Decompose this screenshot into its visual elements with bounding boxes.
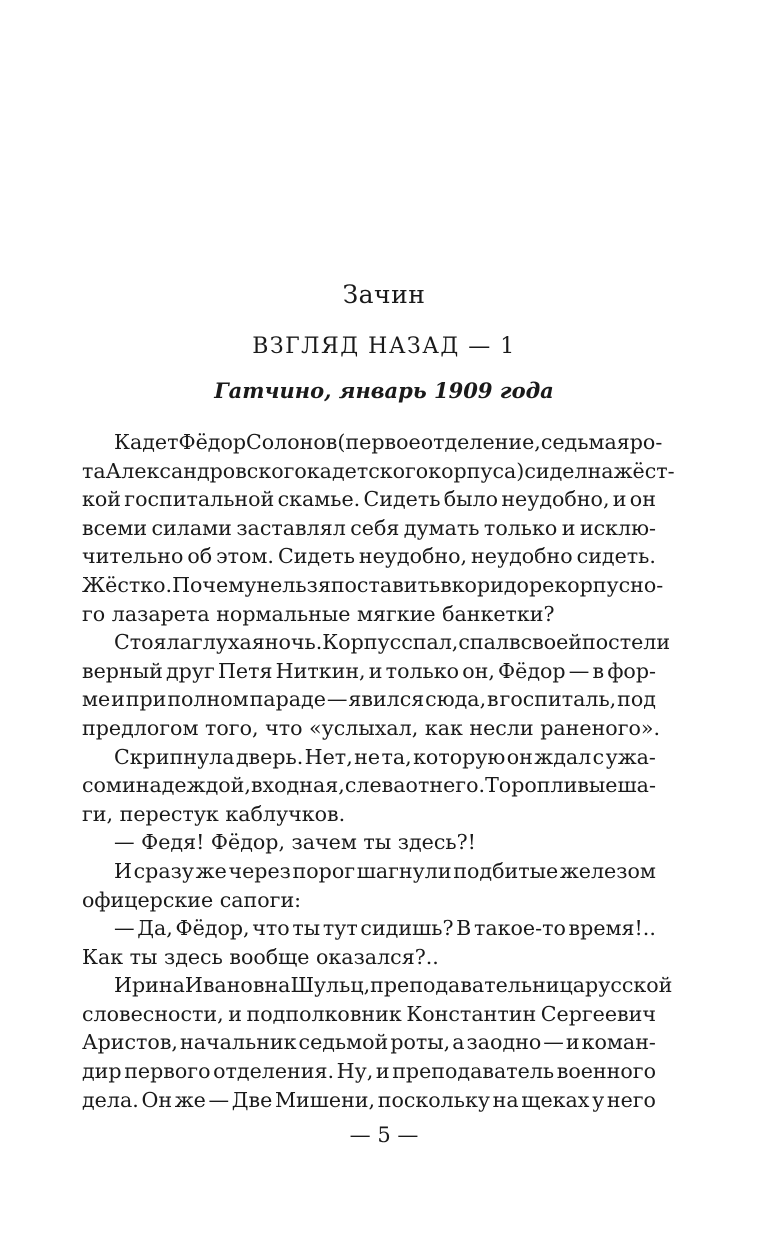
text-line — [82, 457, 675, 486]
word: Торопливые — [485, 773, 618, 798]
word: корпуса) — [428, 458, 525, 483]
word: и — [565, 1030, 580, 1055]
word: ночь. — [264, 630, 323, 655]
word: Ирина — [114, 973, 185, 998]
word: первого — [124, 1059, 211, 1084]
word: в — [508, 630, 521, 655]
word: — — [114, 916, 135, 941]
word: шагнули — [356, 858, 452, 883]
word: госпитальной — [124, 487, 275, 512]
word: Кадет — [114, 430, 179, 454]
word: ша- — [617, 773, 656, 798]
word: нельзя — [256, 572, 331, 597]
word: — — [208, 1087, 230, 1112]
word: дир — [82, 1059, 122, 1084]
word: Две — [231, 1087, 273, 1112]
word: — — [326, 687, 348, 712]
text-line: офицерские сапоги: — [82, 887, 302, 912]
word: Фёдор — [498, 658, 566, 683]
word: Аристов, — [82, 1030, 178, 1055]
section-title: ВЗГЛЯД НАЗАД — 1 — [252, 334, 516, 359]
word: заодно — [466, 1030, 542, 1055]
word: Корпус — [322, 630, 402, 655]
word: подбитые — [453, 858, 559, 883]
word: Сергеевич — [540, 1001, 656, 1026]
text-line — [82, 971, 673, 1000]
word: время!.. — [568, 916, 656, 941]
word: через — [228, 858, 291, 883]
text-line — [82, 1057, 656, 1086]
word: Александровского — [105, 458, 307, 483]
word: Почему — [172, 572, 257, 597]
word: роты, — [390, 1030, 451, 1055]
word: преподаватель — [392, 1059, 555, 1084]
word: думать — [403, 515, 480, 540]
word: В — [456, 916, 472, 941]
word: него. — [429, 773, 486, 798]
word: И — [114, 858, 132, 883]
word: кой — [82, 487, 121, 512]
word: у — [592, 1087, 605, 1112]
text-line — [82, 1028, 656, 1057]
word: щеках — [521, 1087, 590, 1112]
text-line: го лазарета нормальные мягкие банкетки? — [82, 601, 555, 626]
word: сидел — [524, 458, 588, 483]
word: дела. — [82, 1087, 139, 1112]
word: параде — [249, 687, 326, 712]
word: полном — [167, 687, 249, 712]
word: же — [195, 858, 227, 883]
word: входная, — [250, 773, 345, 798]
word: ме — [82, 687, 111, 712]
text-line: Как ты здесь вообще оказался?.. — [82, 944, 439, 969]
word: этом. — [216, 544, 274, 569]
word: при — [125, 687, 167, 712]
word: слева — [344, 773, 406, 798]
text-line — [82, 485, 656, 514]
word: отделение, — [420, 430, 541, 454]
word: отделения. — [213, 1059, 335, 1084]
word: военного — [556, 1059, 656, 1084]
word: та — [82, 458, 106, 483]
word: спал, — [401, 630, 459, 655]
word: постели — [582, 630, 671, 655]
text-line — [82, 1086, 656, 1115]
word: сидеть. — [576, 544, 656, 569]
word: кадетского — [306, 458, 429, 483]
text-line — [82, 914, 656, 943]
word: спал — [458, 630, 509, 655]
word: он — [629, 487, 656, 512]
word: которую — [413, 744, 506, 769]
chapter-title: Зачин — [342, 280, 426, 309]
word: Он — [141, 1087, 173, 1112]
word: Да, — [137, 916, 173, 941]
word: русской — [585, 973, 673, 998]
text-line — [82, 628, 671, 657]
word: госпиталь, — [499, 687, 617, 712]
word: ты — [292, 916, 321, 941]
word: дверь. — [235, 744, 304, 769]
word: подполковник — [246, 1001, 402, 1026]
word: только — [385, 658, 460, 683]
word: силами — [151, 515, 232, 540]
word: и — [228, 1001, 242, 1026]
text-line — [82, 514, 656, 543]
word: Жёстко. — [82, 572, 173, 597]
word: коман- — [581, 1030, 656, 1055]
word: неудобно, — [358, 544, 468, 569]
word: Петя — [217, 658, 273, 683]
word: в — [487, 687, 499, 712]
body-text — [82, 428, 675, 1114]
word: фор- — [607, 658, 656, 683]
word: и — [612, 487, 627, 512]
word: явился — [348, 687, 425, 712]
text-line: предлогом того, что «услыхал, как несли раненого». — [82, 715, 661, 740]
word: Мишени, — [274, 1087, 376, 1112]
word: заставлял — [236, 515, 346, 540]
word: сидишь? — [360, 916, 454, 941]
text-line: — Федя! Фёдор, зачем ты здесь?! — [114, 830, 476, 855]
word: такое-то — [473, 916, 566, 941]
word: всеми — [82, 515, 148, 540]
word: он — [506, 744, 533, 769]
word: Сидеть — [363, 487, 441, 512]
word: неудобно, — [501, 487, 610, 512]
word: Фёдор, — [175, 916, 250, 941]
word: Солонов — [246, 430, 338, 454]
word: с — [592, 744, 605, 769]
word: своей — [520, 630, 583, 655]
word: начальник — [180, 1030, 297, 1055]
word: и — [561, 515, 576, 540]
word: ужа- — [605, 744, 656, 769]
word: а — [452, 1030, 465, 1055]
word: и — [368, 658, 383, 683]
word: поскольку — [377, 1087, 490, 1112]
word: словесности, — [82, 1001, 224, 1026]
text-line — [82, 428, 663, 457]
word: поставить — [330, 572, 441, 597]
text-line — [82, 571, 664, 600]
word: надеждой, — [135, 773, 251, 798]
word: ждал — [534, 744, 592, 769]
text-line — [82, 1000, 656, 1029]
text-line — [82, 685, 656, 714]
word: на — [492, 1087, 519, 1112]
word: об — [187, 544, 213, 569]
word: на — [587, 458, 614, 483]
word: сом — [82, 773, 122, 798]
word: тут — [322, 916, 358, 941]
word: не — [354, 744, 381, 769]
text-line — [82, 743, 656, 772]
word: Нет, — [304, 744, 353, 769]
word: неудобно — [471, 544, 573, 569]
word: Сидеть — [277, 544, 355, 569]
word: седьмая — [540, 430, 630, 454]
text-line — [82, 542, 656, 571]
text-line — [82, 657, 656, 686]
page-number: — 5 — — [349, 1123, 419, 1147]
word: железом — [559, 858, 656, 883]
word: корпусно- — [554, 572, 664, 597]
word: и — [111, 687, 125, 712]
word: седьмой — [298, 1030, 389, 1055]
word: него — [606, 1087, 656, 1112]
text-line — [82, 771, 656, 800]
word: порог — [292, 858, 356, 883]
place-date-subtitle: Гатчино, январь 1909 года — [214, 378, 554, 403]
word: Фёдор — [178, 430, 247, 454]
word: исклю- — [579, 515, 656, 540]
word: Стояла — [114, 630, 192, 655]
word: верный — [82, 658, 163, 683]
word: (первое — [337, 430, 421, 454]
word: друг — [165, 658, 215, 683]
word: преподавательница — [370, 973, 586, 998]
word: Ну, — [336, 1059, 374, 1084]
word: было — [443, 487, 499, 512]
word: Ивановна — [184, 973, 291, 998]
word: — — [543, 1030, 564, 1055]
word: сразу — [133, 858, 194, 883]
word: Константин — [406, 1001, 537, 1026]
word: только — [483, 515, 558, 540]
word: глухая — [191, 630, 265, 655]
word: и — [375, 1059, 390, 1084]
word: и — [121, 773, 136, 798]
word: себя — [350, 515, 400, 540]
word: под — [617, 687, 656, 712]
word: Скрипнула — [114, 744, 235, 769]
word: та, — [381, 744, 412, 769]
word: жёст- — [613, 458, 675, 483]
text-line: ги, перестук каблучков. — [82, 801, 346, 826]
text-line — [82, 857, 656, 886]
word: в — [592, 658, 605, 683]
word: он, — [462, 658, 495, 683]
word: от — [405, 773, 430, 798]
word: ро- — [629, 430, 663, 454]
word: коридоре — [451, 572, 555, 597]
word: Ниткин, — [275, 658, 366, 683]
word: Шульц, — [290, 973, 371, 998]
word: же — [174, 1087, 206, 1112]
word: скамье. — [277, 487, 361, 512]
word: что — [252, 916, 290, 941]
word: чительно — [82, 544, 184, 569]
word: в — [440, 572, 452, 597]
word: — — [568, 658, 590, 683]
word: сюда, — [425, 687, 487, 712]
